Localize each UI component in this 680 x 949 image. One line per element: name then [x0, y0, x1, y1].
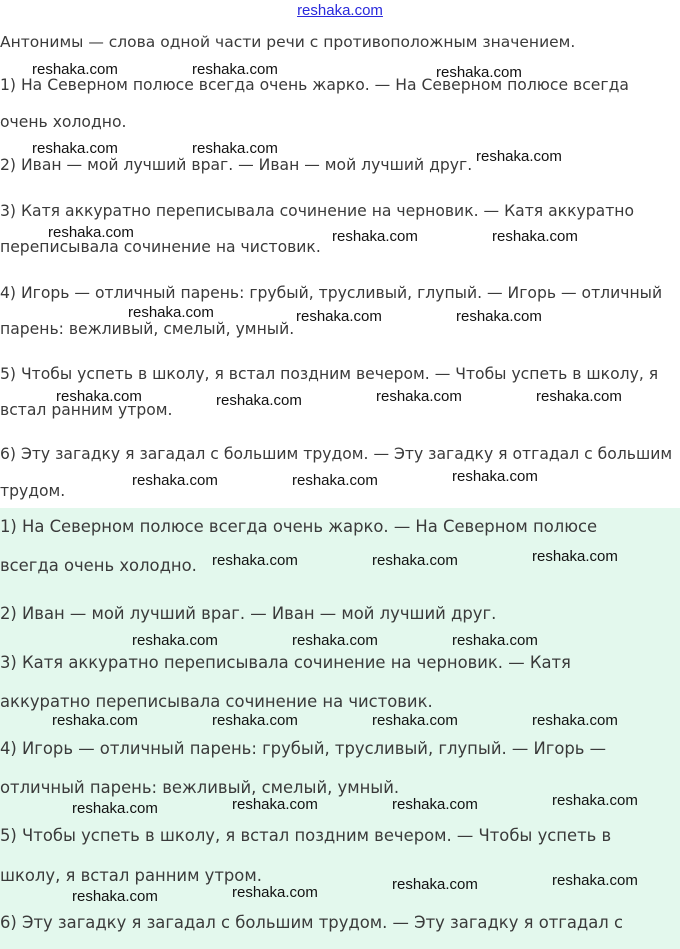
watermark: reshaka.com	[492, 228, 578, 245]
watermark: reshaka.com	[292, 632, 378, 649]
watermark: reshaka.com	[32, 61, 118, 78]
watermark: reshaka.com	[56, 388, 142, 405]
watermark: reshaka.com	[132, 632, 218, 649]
watermark: reshaka.com	[72, 800, 158, 817]
watermark: reshaka.com	[48, 224, 134, 241]
watermark: reshaka.com	[376, 388, 462, 405]
watermark: reshaka.com	[536, 388, 622, 405]
watermark: reshaka.com	[72, 888, 158, 905]
watermark: reshaka.com	[212, 552, 298, 569]
watermark: reshaka.com	[372, 712, 458, 729]
watermark: reshaka.com	[552, 872, 638, 889]
watermark: reshaka.com	[216, 392, 302, 409]
answer-3-line-1: 3) Катя аккуратно переписывала сочинение на черновик. — Катя	[0, 653, 571, 672]
watermark: reshaka.com	[452, 632, 538, 649]
answer-1-line-1: 1) На Северном полюсе всегда очень жарко. — На Северном полюсе	[0, 517, 598, 536]
question-1-line-1: 1) На Северном полюсе всегда очень жарко. — На Северном полюсе всегда	[0, 76, 629, 94]
watermark: reshaka.com	[232, 884, 318, 901]
definition: Антонимы — слова одной части речи с противоположным значением.	[0, 33, 576, 51]
question-5-line-2: встал ранним утром.	[0, 401, 173, 419]
question-2-line-1: 2) Иван — мой лучший враг. — Иван — мой лучший друг.	[0, 156, 473, 174]
question-4-line-2: парень: вежливый, смелый, умный.	[0, 320, 295, 338]
answer-5-line-2: школу, я встал ранним утром.	[0, 866, 262, 885]
watermark: reshaka.com	[296, 308, 382, 325]
watermark: reshaka.com	[476, 148, 562, 165]
watermark: reshaka.com	[52, 712, 138, 729]
watermark: reshaka.com	[392, 796, 478, 813]
question-4-line-1: 4) Игорь — отличный парень: грубый, трусливый, глупый. — Игорь — отличный	[0, 284, 663, 302]
watermark: reshaka.com	[452, 468, 538, 485]
answer-5-line-1: 5) Чтобы успеть в школу, я встал поздним вечером. — Чтобы успеть в	[0, 826, 612, 845]
answer-4-line-1: 4) Игорь — отличный парень: грубый, трусливый, глупый. — Игорь —	[0, 739, 607, 758]
watermark: reshaka.com	[32, 140, 118, 157]
question-3-line-1: 3) Катя аккуратно переписывала сочинение на черновик. — Катя аккуратно	[0, 202, 635, 220]
answer-2-line-1: 2) Иван — мой лучший враг. — Иван — мой лучший друг.	[0, 604, 497, 623]
watermark: reshaka.com	[532, 712, 618, 729]
watermark: reshaka.com	[128, 304, 214, 321]
watermark: reshaka.com	[232, 796, 318, 813]
watermark: reshaka.com	[552, 792, 638, 809]
watermark: reshaka.com	[392, 876, 478, 893]
watermark: reshaka.com	[436, 64, 522, 81]
question-6-line-1: 6) Эту загадку я загадал с большим трудом. — Эту загадку я отгадал с большим	[0, 445, 673, 463]
watermark: reshaka.com	[292, 472, 378, 489]
watermark: reshaka.com	[192, 61, 278, 78]
question-3-line-2: переписывала сочинение на чистовик.	[0, 238, 321, 256]
answer-4-line-2: отличный парень: вежливый, смелый, умный.	[0, 778, 400, 797]
answer-6-line-1: 6) Эту загадку я загадал с большим трудом. — Эту загадку я отгадал с	[0, 913, 623, 932]
question-5-line-1: 5) Чтобы успеть в школу, я встал поздним вечером. — Чтобы успеть в школу, я	[0, 365, 659, 383]
watermark: reshaka.com	[332, 228, 418, 245]
watermark: reshaka.com	[192, 140, 278, 157]
watermark: reshaka.com	[132, 472, 218, 489]
watermark: reshaka.com	[212, 712, 298, 729]
watermark: reshaka.com	[456, 308, 542, 325]
site-link[interactable]: reshaka.com	[297, 2, 383, 19]
answer-1-line-2: всегда очень холодно.	[0, 556, 197, 575]
question-6-line-2: трудом.	[0, 482, 66, 500]
question-1-line-2: очень холодно.	[0, 113, 127, 131]
watermark: reshaka.com	[532, 548, 618, 565]
watermark: reshaka.com	[372, 552, 458, 569]
answer-3-line-2: аккуратно переписывала сочинение на чистовик.	[0, 692, 433, 711]
